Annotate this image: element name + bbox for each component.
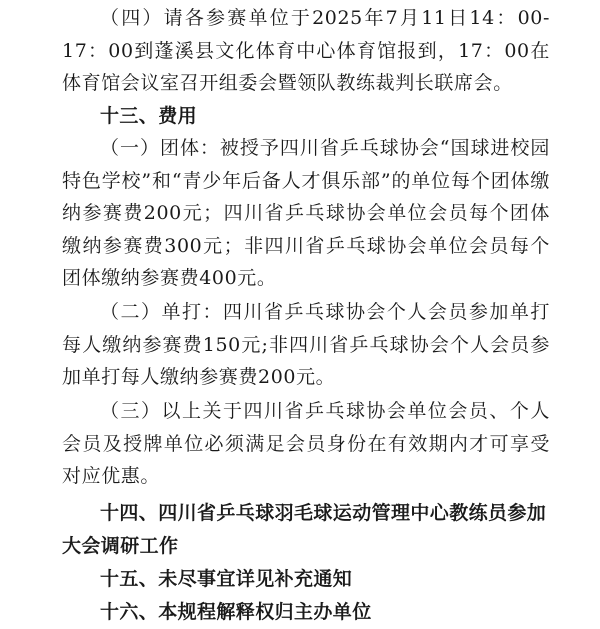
- section-13-heading: 十三、费用: [100, 105, 198, 127]
- section-16-heading: 十六、本规程解释权归主办单位: [100, 601, 372, 623]
- section-14-heading: 十四、四川省乒乓球羽毛球运动管理中心教练员参加大会调研工作: [62, 502, 547, 557]
- registration-paragraph: （四）请各参赛单位于2025年7月11日14：00-17：00到蓬溪县文化体育中心体育馆报到，17：00在体育馆会议室召开组委会暨领队教练裁判长联席会。: [62, 7, 550, 94]
- section-15-heading: 十五、未尽事宜详见补充通知: [100, 568, 353, 590]
- team-fee-paragraph: （一）团体：被授予四川省乒乓球协会“国球进校园特色学校”和“青少年后备人才俱乐部”的单位每个团体缴纳参赛费200元；四川省乒乓球协会单位会员每个团体缴纳参赛费300元；非四川省乒乓球协会单位会员每个团体缴纳参赛费400元。: [62, 137, 550, 289]
- member-discount-paragraph: （三）以上关于四川省乒乓球协会单位会员、个人会员及授牌单位必须满足会员身份在有效期内才可享受对应优惠。: [62, 400, 550, 487]
- single-fee-paragraph: （二）单打：四川省乒乓球协会个人会员参加单打每人缴纳参赛费150元;非四川省乒乓球协会个人会员参加单打每人缴纳参赛费200元。: [62, 301, 550, 388]
